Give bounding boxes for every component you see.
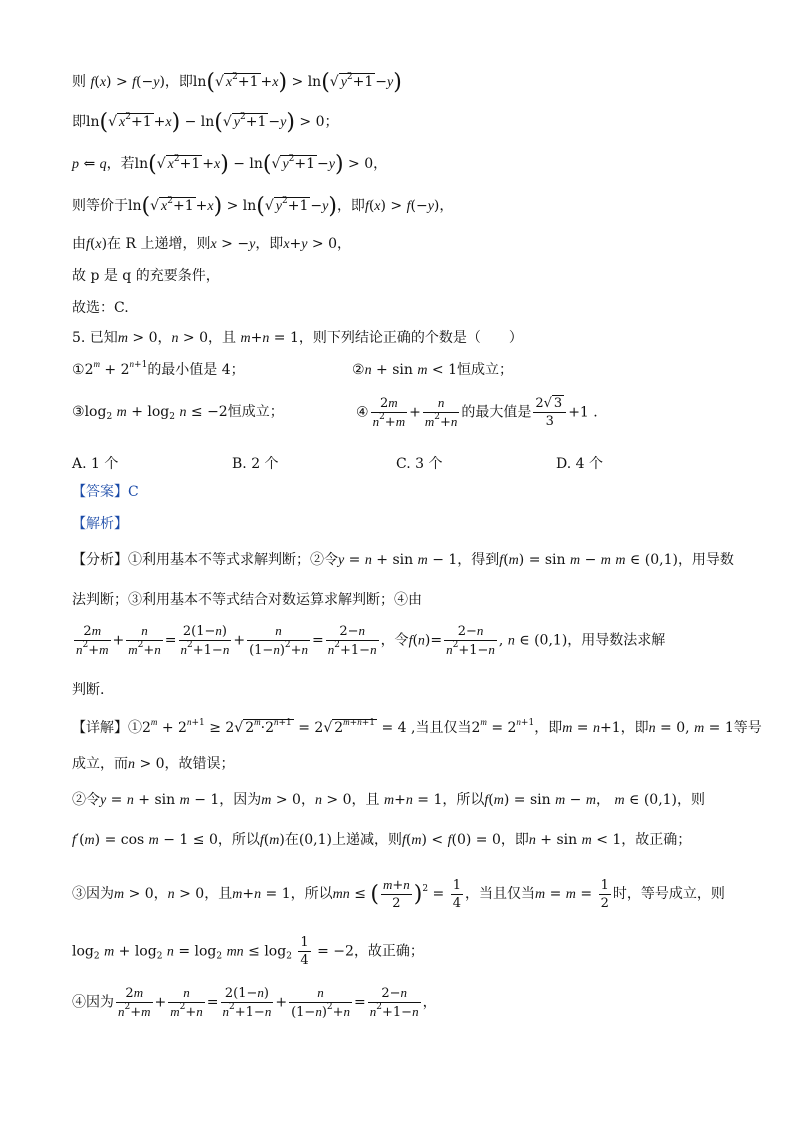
option-b: B. 2 个 (232, 456, 279, 472)
text-fragment: ④因为 (72, 994, 114, 1011)
text-fragment: 恒成立； (227, 404, 284, 420)
text-fragment: ②令 (72, 792, 100, 808)
solution-line-2: 即ln(√ $x^2+1 +x) - \ln(√$ $y^2+1 -y) > 0$； (72, 110, 339, 135)
text-fragment: ，用导数 (677, 552, 734, 568)
analysis-label: 【解析】 (72, 516, 128, 532)
text-fragment: 由 (72, 236, 86, 252)
detail-line-3: ②令y = n + sin m − 1，因为m > 0，n > 0，且 m+n = 1，所以f(m) = sin m − m， m ∈ (0,1)，则 (72, 792, 706, 808)
text-fragment: 的最大值是 (461, 404, 532, 421)
text-fragment: ，令 (380, 632, 409, 649)
detail-line-1: 【详解】$①2^m + 2^{n+1} \ge 2√$ $2^m\cdot 2^{n+1} = 2√$ $2^{m+n+1} = 4$ ,当且仅当$2^m = 2^{n+1}$，即m = n+1，即n = 0, m = 1等号 (72, 717, 762, 736)
text-fragment: ① (72, 362, 85, 378)
text-fragment: ③因为 (72, 886, 114, 902)
solution-line-4: 则等价于ln(√ $x^2+1 +x) > \ln(√$ $y^2+1 -y$)，即f(x) > f(−y)， (72, 194, 454, 219)
text-fragment: 成立，而 (72, 756, 128, 772)
question-item-2: ②n + sin m < 1恒成立； (352, 362, 513, 378)
solution-line-6: 故 p 是 q 的充要条件， (72, 268, 220, 284)
analysis-line-4: 判断. (72, 682, 105, 698)
question-item-1: $①2^m + 2^{n+1}$的最小值是 4； (72, 359, 245, 378)
detail-line-4: f′(m) = cos m − 1 ≤ 0，所以f(m)在(0,1)上递减，则f(m) < f(0) = 0，即n + sin m < 1，故正确； (72, 832, 692, 848)
analysis-line-2: 法判断；③利用基本不等式结合对数运算求解判断；④由 (72, 592, 422, 608)
text-fragment: ，即 (500, 832, 529, 848)
solution-line-7: 故选：C. (72, 300, 129, 316)
solution-line-5: 由f(x)在 R 上递增，则x > −y，即x+y > 0， (72, 236, 352, 252)
question-item-3: $③\log_2$ $m + \log_2 n \le -2$恒成立； (72, 404, 284, 422)
text-fragment: ② (352, 362, 365, 378)
text-fragment: ，且 (204, 886, 233, 902)
text-fragment: 的最小值是 4； (147, 362, 245, 378)
text-fragment: 在 (284, 832, 299, 848)
analysis-line-1: 【分析】①利用基本不等式求解判断；②令y = n + sin m − 1，得到f(m) = sin m − m m ∈ (0,1)，用导数 (72, 552, 734, 568)
solution-line-3: p ⇐ q，若ln(√ $x^2+1 +x) - \ln(√$ $y^2+1 -y) > 0$， (72, 152, 388, 177)
text-fragment: 当且仅当 (415, 720, 472, 736)
text-fragment: 等号 (733, 720, 762, 736)
detail-line-5: ③因为m > 0，n > 0，且m+n = 1，所以mn ≤ ( $\frac{m+n}{2}$ )$^2$ = $\frac{1}{4}$ ，当且仅当m = m = $\frac{1}{2}$ 时，等号成立，则 (72, 877, 725, 911)
analysis-line-3: $\frac{2m}{n^2+m}$ + $\frac{n}{m^2+n}$ = $\frac{2(1-n)}{n^2+1-n}$ + $\frac{n}{(1-n)^2+n}$ = $\frac{2-n}{n^2+1-n}$ ，令f(n)= $\frac{2-n}{n^2+1-n}$ , n ∈ (0,1)，用导数法求解 (76, 623, 666, 658)
question-stem: 5. 已知m > 0，n > 0，且 m+n = 1，则下列结论正确的个数是（ ） (72, 330, 523, 346)
text-fragment: ，则下列结论正确的个数是（ ） (298, 330, 523, 346)
text-fragment: ，故正确； (353, 943, 424, 960)
text-fragment: 在 R 上递增，则 (107, 236, 211, 252)
option-a: A. 1 个 (72, 456, 119, 472)
text-fragment: 【详解】① (72, 720, 142, 736)
text-fragment: ，即 (534, 720, 563, 736)
detail-line-7: ④因为 $\frac{2m}{n^2+m}$ + $\frac{n}{m^2+n}$ = $\frac{2(1-n)}{n^2+1-n}$ + $\frac{n}{(1-n)^2+n}$ = $\frac{2-n}{n^2+1-n}$ ， (72, 985, 437, 1020)
text-fragment: ，当且仅当 (465, 886, 536, 902)
text-fragment: ，所以 (290, 886, 333, 902)
detail-line-2: 成立，而n > 0，故错误； (72, 756, 235, 772)
detail-line-6: $\log_2 m + \log_2 n = \log_2$ mn ≤ $\log_2$ $\frac{1}{4}$ = −2，故正确； (72, 935, 424, 968)
text-fragment: ，所以 (442, 792, 485, 808)
text-fragment: ，因为 (219, 792, 262, 808)
text-fragment: 恒成立； (457, 362, 513, 378)
text-fragment: 则 (72, 74, 86, 90)
text-fragment: ，即 (255, 236, 284, 252)
text-fragment: ，即 (336, 198, 365, 214)
text-fragment: 【分析】①利用基本不等式求解判断；②令 (72, 552, 338, 568)
text-fragment: ，即 (164, 74, 193, 90)
text-fragment: ，所以 (217, 832, 260, 848)
text-fragment: ，即 (620, 720, 649, 736)
text-fragment: 上递减，则 (332, 832, 403, 848)
text-fragment: 则等价于 (72, 198, 128, 214)
text-fragment: ，得到 (457, 552, 500, 568)
text-fragment: ，故正确； (621, 832, 692, 848)
question-item-4: ④ $\frac{2m}{n^2+m}$ + $\frac{n}{m^2+n}$ 的最大值是 $\frac{2√ 3}{3}$ +1 . (356, 395, 598, 430)
text-fragment: ，故错误； (164, 756, 235, 772)
text-fragment: 5. 已知 (72, 330, 118, 346)
text-fragment: ，用导数法求解 (567, 632, 666, 649)
option-d: D. 4 个 (556, 456, 603, 472)
answer-label: 【答案】C (72, 484, 139, 500)
option-c: C. 3 个 (396, 456, 443, 472)
text-fragment: ③ (72, 404, 85, 420)
solution-line-1: 则 f(x) > f(−y)，即ln(√ $x^2+1 +x) > \ln(√$ $y^2+1 -y$) (72, 70, 402, 95)
text-fragment: ，则 (677, 792, 706, 808)
text-fragment: ④ (356, 404, 369, 421)
text-fragment: 即 (72, 114, 86, 130)
text-fragment: 时，等号成立，则 (612, 886, 725, 902)
text-fragment: ，若 (106, 156, 135, 172)
